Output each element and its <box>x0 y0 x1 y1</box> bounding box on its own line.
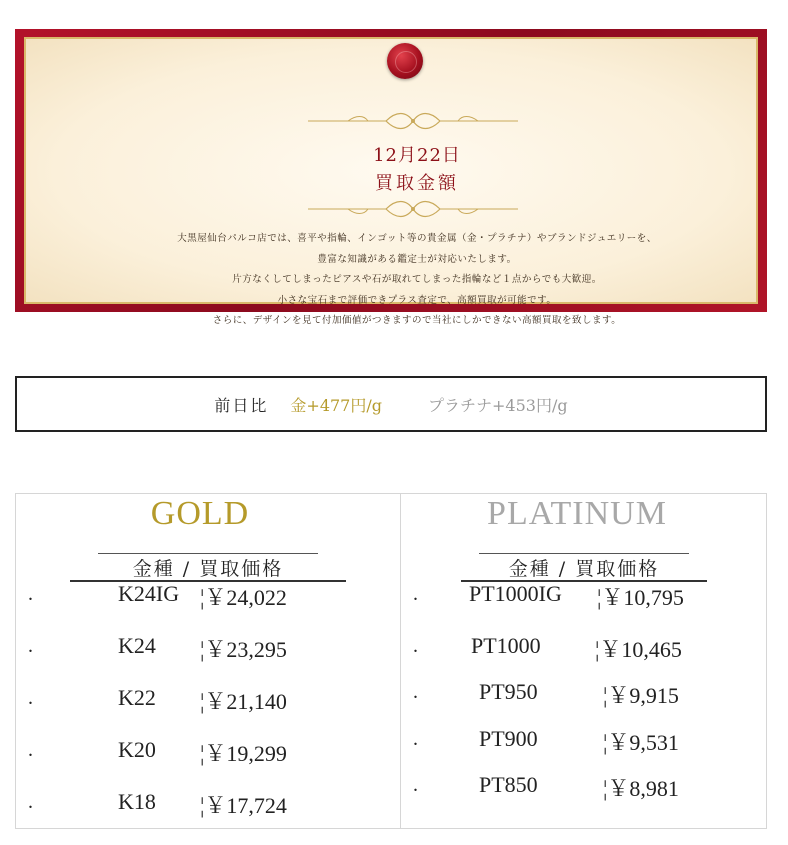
table-row <box>16 633 400 663</box>
ornament-divider-bottom-icon <box>308 199 518 219</box>
banner-line: さらに、デザインを見て付加価値がつきますので当社にしかできない高額買取を致します。 <box>212 315 622 326</box>
bullet: . <box>413 728 418 750</box>
metal-price: ¦￥23,295 <box>200 637 287 662</box>
bullet: . <box>28 583 33 605</box>
metal-type: PT1000 <box>471 633 541 658</box>
gold-title: GOLD <box>150 495 250 532</box>
metal-price: ¦￥9,915 <box>603 683 679 708</box>
platinum-title: PLATINUM <box>487 495 667 532</box>
metal-price: ¦￥10,795 <box>597 585 684 610</box>
metal-type: K22 <box>118 685 156 710</box>
banner-title: 買取金額 <box>375 173 459 194</box>
table-row <box>16 581 400 611</box>
platinum-change: プラチナ+453円/g <box>428 395 568 415</box>
bullet: . <box>413 635 418 657</box>
banner-date: 12月22日 <box>373 145 461 166</box>
price-table <box>15 493 767 829</box>
table-row <box>401 726 785 756</box>
daily-change-box <box>15 376 767 432</box>
metal-price: ¦￥24,022 <box>200 585 287 610</box>
banner-line: 豊富な知識がある鑑定士が対応いたします。 <box>317 253 517 265</box>
table-row <box>401 772 785 802</box>
bullet: . <box>28 791 33 813</box>
platinum-column <box>401 494 785 828</box>
metal-type: K20 <box>118 737 156 762</box>
metal-type: K24IG <box>118 581 180 606</box>
metal-price: ¦￥21,140 <box>200 689 287 714</box>
wax-seal-icon <box>387 43 423 79</box>
gold-change: 金+477円/g <box>290 395 382 415</box>
metal-price: ¦￥10,465 <box>595 637 682 662</box>
metal-type: K18 <box>118 789 156 814</box>
bullet: . <box>28 635 33 657</box>
metal-price: ¦￥19,299 <box>200 741 287 766</box>
gold-column-header: 金種 / 買取価格 <box>132 558 284 580</box>
table-row <box>401 679 785 709</box>
metal-price: ¦￥9,531 <box>603 730 679 755</box>
bullet: . <box>413 774 418 796</box>
change-label: 前日比 <box>214 395 269 415</box>
banner-panel <box>24 37 758 326</box>
table-row <box>16 685 400 715</box>
metal-price: ¦￥8,981 <box>603 776 679 801</box>
table-row <box>16 737 400 767</box>
metal-type: PT850 <box>479 772 538 797</box>
ornament-divider-top-icon <box>308 111 518 131</box>
banner-line: 片方なくしてしまったピアスや石が取れてしまった指輪など１点からでも大歓迎。 <box>232 274 602 285</box>
table-row <box>16 789 400 819</box>
bullet: . <box>28 687 33 709</box>
metal-type: PT900 <box>479 726 538 751</box>
platinum-column-header: 金種 / 買取価格 <box>508 558 660 580</box>
metal-type: PT950 <box>479 679 538 704</box>
banner-line: 大黒屋仙台パルコ店では、喜平や指輪、インゴット等の貴金属（金・プラチナ）やブランドジュエリーを、 <box>177 233 657 244</box>
bullet: . <box>413 681 418 703</box>
banner-line: 小さな宝石まで評価できプラス査定で、高額買取が可能です。 <box>277 294 557 306</box>
gold-column <box>16 494 400 828</box>
metal-type: PT1000IG <box>469 581 562 606</box>
bullet: . <box>28 739 33 761</box>
table-row <box>401 581 785 611</box>
metal-type: K24 <box>118 633 156 658</box>
price-banner <box>15 29 767 326</box>
table-row <box>401 633 785 663</box>
metal-price: ¦￥17,724 <box>200 793 287 818</box>
bullet: . <box>413 583 418 605</box>
banner-description <box>26 229 788 332</box>
